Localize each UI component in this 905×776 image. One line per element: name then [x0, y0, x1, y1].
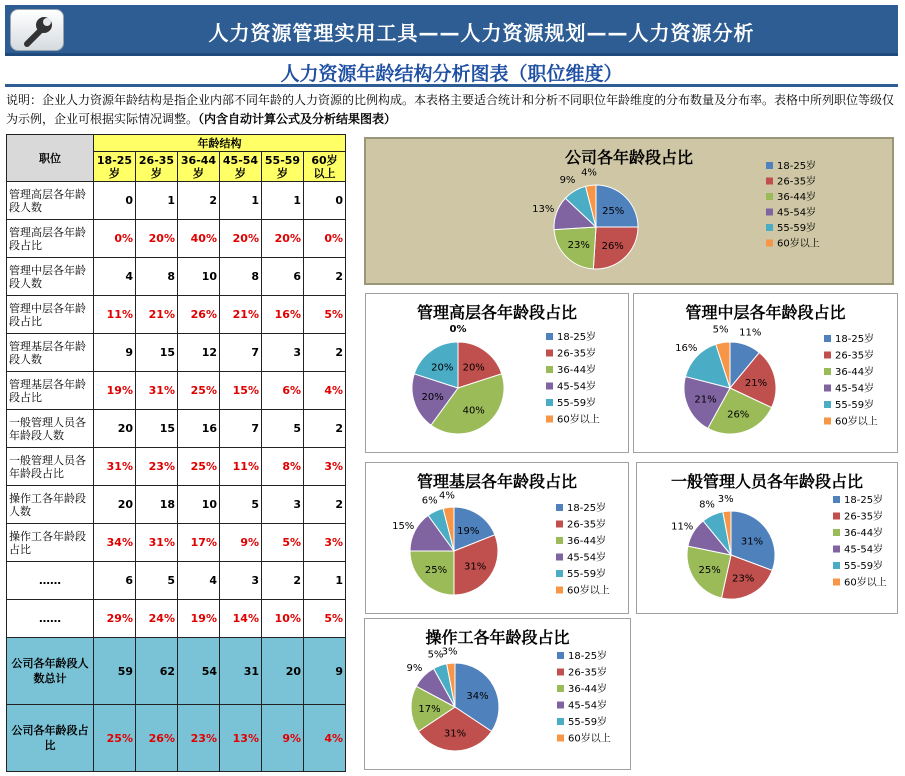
table-cell[interactable]: 31%	[136, 524, 178, 562]
table-cell[interactable]: 0%	[304, 220, 346, 258]
legend-label: 36-44岁	[844, 528, 884, 539]
table-cell[interactable]: 9	[94, 334, 136, 372]
data-label: 0%	[449, 324, 467, 335]
data-label: 25%	[698, 564, 721, 576]
pie-chart-senior	[366, 294, 630, 454]
row-label: 操作工各年龄段占比	[7, 524, 94, 562]
chart-general	[636, 462, 898, 614]
legend-label: 55-59岁	[844, 561, 884, 572]
table-cell[interactable]: 5	[262, 410, 304, 448]
legend-label: 18-25岁	[844, 495, 884, 506]
legend-swatch	[557, 669, 564, 676]
legend-label: 55-59岁	[568, 717, 608, 728]
legend-swatch	[546, 366, 553, 373]
legend-swatch	[824, 385, 831, 392]
legend-label: 26-35岁	[835, 350, 875, 362]
legend-swatch	[766, 209, 773, 216]
legend-label: 45-54岁	[835, 383, 875, 395]
chart-middle	[633, 293, 898, 453]
age-group-header: 年龄结构	[94, 135, 346, 152]
legend-label: 60岁以上	[844, 577, 887, 589]
data-label: 4%	[581, 167, 597, 179]
table-cell[interactable]: 5	[136, 562, 178, 600]
total-cell[interactable]: 23%	[178, 705, 220, 772]
table-cell[interactable]: 19%	[178, 600, 220, 638]
row-label: 管理基层各年龄段人数	[7, 334, 94, 372]
data-label: 23%	[732, 573, 755, 585]
table-cell[interactable]: 40%	[178, 220, 220, 258]
legend-label: 36-44岁	[567, 536, 607, 547]
data-label: 3%	[717, 494, 734, 506]
legend-label: 60岁以上	[835, 416, 878, 428]
total-cell[interactable]: 26%	[136, 705, 178, 772]
row-label: 管理高层各年龄段人数	[7, 182, 94, 220]
data-label: 40%	[462, 405, 485, 417]
data-label: 6%	[421, 495, 438, 507]
row-label: 管理中层各年龄段人数	[7, 258, 94, 296]
pie-chart-middle	[634, 294, 899, 454]
legend-label: 26-35岁	[557, 348, 597, 360]
table-cell[interactable]: 15	[136, 334, 178, 372]
legend-label: 36-44岁	[568, 684, 608, 695]
table-cell[interactable]: 0	[304, 182, 346, 220]
legend-swatch	[824, 352, 831, 359]
legend-swatch	[833, 529, 840, 536]
table-cell[interactable]: 5%	[304, 296, 346, 334]
data-label: 9%	[559, 174, 576, 186]
table-cell[interactable]: 2	[304, 410, 346, 448]
data-label: 31%	[463, 561, 487, 573]
legend-label: 60岁以上	[567, 585, 610, 597]
table-cell[interactable]: 3%	[304, 448, 346, 486]
row-label: 一般管理人员各年龄段占比	[7, 448, 94, 486]
chart-title: 管理基层各年龄段占比	[416, 472, 577, 491]
header-title: 人力资源管理实用工具——人力资源规划——人力资源分析	[208, 21, 755, 45]
legend-swatch	[833, 546, 840, 553]
legend-label: 60岁以上	[568, 733, 611, 745]
table-cell[interactable]: 4%	[304, 372, 346, 410]
data-label: 5%	[712, 324, 729, 336]
table-row	[7, 524, 346, 562]
total-label: 公司各年龄段人数总计	[7, 638, 94, 705]
data-label: 19%	[457, 525, 480, 537]
legend-label: 36-44岁	[835, 367, 875, 378]
column-header: 18-25岁	[94, 152, 136, 182]
data-label: 20%	[431, 362, 454, 374]
table-row	[7, 486, 346, 524]
total-cell[interactable]: 9	[304, 638, 346, 705]
legend-swatch	[546, 399, 553, 406]
table-cell[interactable]: 0%	[94, 220, 136, 258]
description	[6, 91, 899, 133]
data-label: 34%	[466, 690, 489, 702]
pie-chart-worker	[365, 619, 632, 771]
table-row	[7, 258, 346, 296]
legend-swatch	[557, 718, 564, 725]
data-label: 25%	[424, 565, 448, 576]
table-cell[interactable]: 21%	[136, 296, 178, 334]
table-cell[interactable]: 6%	[262, 372, 304, 410]
table-cell[interactable]: 2	[178, 182, 220, 220]
pie-chart-general	[637, 463, 899, 615]
legend-label: 26-35岁	[568, 667, 608, 679]
table-cell[interactable]: 2	[304, 334, 346, 372]
legend-swatch	[824, 368, 831, 375]
chart-title: 公司各年龄段占比	[564, 148, 693, 167]
table-cell[interactable]: 15%	[220, 372, 262, 410]
table-cell[interactable]: 3	[262, 486, 304, 524]
table-cell[interactable]: 20%	[136, 220, 178, 258]
legend-label: 26-35岁	[567, 519, 607, 531]
page-header	[5, 5, 898, 56]
data-label: 13%	[532, 204, 555, 215]
legend-swatch	[556, 521, 563, 528]
table-cell[interactable]: 10	[178, 258, 220, 296]
table-cell[interactable]: 1	[136, 182, 178, 220]
table-cell[interactable]: 20	[94, 486, 136, 524]
table-cell[interactable]: 34%	[94, 524, 136, 562]
legend-label: 18-25岁	[835, 334, 875, 345]
table-cell[interactable]: 9%	[220, 524, 262, 562]
legend-label: 18-25岁	[568, 651, 608, 662]
legend-label: 18-25岁	[567, 503, 607, 514]
data-label: 8%	[699, 499, 715, 511]
table-cell[interactable]: 6	[94, 562, 136, 600]
legend-swatch	[556, 554, 563, 561]
chart-basic	[365, 462, 629, 614]
data-label: 15%	[392, 521, 415, 533]
data-label: 16%	[675, 342, 698, 354]
table-cell[interactable]: 1	[304, 562, 346, 600]
table-row	[7, 600, 346, 638]
chart-worker	[364, 618, 631, 770]
legend-swatch	[546, 416, 553, 423]
legend-label: 60岁以上	[557, 414, 600, 426]
table-cell[interactable]: 4	[94, 258, 136, 296]
data-label: 31%	[443, 728, 467, 740]
legend-label: 55-59岁	[557, 398, 597, 409]
legend-swatch	[557, 735, 564, 742]
legend-swatch	[766, 178, 773, 185]
row-label: 操作工各年龄段人数	[7, 486, 94, 524]
total-row	[7, 638, 346, 705]
legend-label: 55-59岁	[835, 400, 875, 411]
table-row	[7, 562, 346, 600]
table-cell[interactable]: 31%	[94, 448, 136, 486]
data-label: 20%	[462, 362, 485, 374]
table-cell[interactable]: 14%	[220, 600, 262, 638]
table-cell[interactable]: 26%	[178, 296, 220, 334]
legend-swatch	[556, 587, 563, 594]
table-cell[interactable]: 29%	[94, 600, 136, 638]
wrench-icon[interactable]	[10, 9, 64, 51]
data-label: 9%	[406, 663, 423, 674]
table-cell[interactable]: 7	[220, 410, 262, 448]
legend-label: 36-44岁	[777, 192, 817, 203]
total-cell[interactable]: 59	[94, 638, 136, 705]
table-cell[interactable]: 0	[94, 182, 136, 220]
table-cell[interactable]: 3%	[304, 524, 346, 562]
table-cell[interactable]: 15	[136, 410, 178, 448]
table-cell[interactable]: 2	[262, 562, 304, 600]
legend-swatch	[546, 350, 553, 357]
table-cell[interactable]: 24%	[136, 600, 178, 638]
data-label: 26%	[727, 409, 750, 421]
table-cell[interactable]: 10	[178, 486, 220, 524]
data-label: 4%	[438, 490, 455, 502]
legend-label: 45-54岁	[844, 544, 884, 556]
column-header: 60岁以上	[304, 152, 346, 182]
table-cell[interactable]: 16%	[262, 296, 304, 334]
chart-company	[364, 137, 894, 285]
table-cell[interactable]: 4	[178, 562, 220, 600]
total-cell[interactable]: 9%	[262, 705, 304, 772]
legend-label: 45-54岁	[557, 381, 597, 393]
legend-swatch	[556, 570, 563, 577]
legend-swatch	[546, 383, 553, 390]
table-cell[interactable]: 5%	[304, 600, 346, 638]
data-label: 5%	[427, 649, 444, 661]
chart-senior	[365, 293, 629, 453]
table-cell[interactable]: 20%	[262, 220, 304, 258]
column-header: 26-35岁	[136, 152, 178, 182]
table-cell[interactable]: 2	[304, 258, 346, 296]
legend-label: 55-59岁	[777, 223, 817, 234]
data-label: 21%	[744, 378, 768, 390]
table-row	[7, 296, 346, 334]
legend-swatch	[766, 193, 773, 200]
data-label: 26%	[601, 240, 624, 252]
table-cell[interactable]: 31%	[136, 372, 178, 410]
table-row	[7, 334, 346, 372]
legend-swatch	[556, 504, 563, 511]
row-label: ……	[7, 600, 94, 638]
legend-swatch	[833, 496, 840, 503]
table-cell[interactable]: 12	[178, 334, 220, 372]
column-header: 55-59岁	[262, 152, 304, 182]
legend-swatch	[824, 418, 831, 425]
data-label: 25%	[602, 205, 625, 217]
table-cell[interactable]: 5%	[262, 524, 304, 562]
table-cell[interactable]: 8	[136, 258, 178, 296]
total-cell[interactable]: 4%	[304, 705, 346, 772]
table-cell[interactable]: 11%	[94, 296, 136, 334]
position-header: 职位	[7, 135, 94, 182]
legend-swatch	[833, 513, 840, 520]
total-cell[interactable]: 54	[178, 638, 220, 705]
row-label: ……	[7, 562, 94, 600]
row-label: 管理中层各年龄段占比	[7, 296, 94, 334]
legend-label: 45-54岁	[568, 700, 608, 712]
legend-label: 60岁以上	[777, 238, 820, 250]
table-cell[interactable]: 17%	[178, 524, 220, 562]
legend-swatch	[766, 224, 773, 231]
column-header: 45-54岁	[220, 152, 262, 182]
total-cell[interactable]: 31	[220, 638, 262, 705]
column-header: 36-44岁	[178, 152, 220, 182]
legend-swatch	[824, 335, 831, 342]
pie-chart-company	[366, 139, 896, 287]
legend-swatch	[556, 537, 563, 544]
total-cell[interactable]: 13%	[220, 705, 262, 772]
legend-label: 45-54岁	[777, 207, 817, 219]
data-label: 31%	[740, 536, 764, 548]
total-cell[interactable]: 62	[136, 638, 178, 705]
data-label: 11%	[739, 327, 762, 339]
legend-swatch	[824, 401, 831, 408]
legend-swatch	[833, 562, 840, 569]
table-cell[interactable]: 11%	[220, 448, 262, 486]
table-cell[interactable]: 18	[136, 486, 178, 524]
table-cell[interactable]: 23%	[136, 448, 178, 486]
data-label: 21%	[694, 394, 717, 406]
table-cell[interactable]: 8%	[262, 448, 304, 486]
table-cell[interactable]: 20	[94, 410, 136, 448]
total-row	[7, 705, 346, 772]
chart-title: 操作工各年龄段占比	[425, 628, 570, 647]
legend-label: 55-59岁	[567, 569, 607, 580]
legend-label: 45-54岁	[567, 552, 607, 564]
table-row	[7, 372, 346, 410]
legend-label: 26-35岁	[844, 511, 884, 523]
total-cell[interactable]: 25%	[94, 705, 136, 772]
row-label: 管理基层各年龄段占比	[7, 372, 94, 410]
table-header-row	[7, 135, 346, 152]
table-cell[interactable]: 10%	[262, 600, 304, 638]
page-subtitle: 人力资源年龄结构分析图表（职位维度）	[5, 59, 898, 87]
legend-swatch	[766, 240, 773, 247]
data-label: 20%	[421, 392, 444, 404]
table-cell[interactable]: 25%	[178, 372, 220, 410]
row-label: 一般管理人员各年龄段人数	[7, 410, 94, 448]
legend-label: 18-25岁	[777, 161, 817, 172]
legend-swatch	[557, 652, 564, 659]
table-row	[7, 410, 346, 448]
table-cell[interactable]: 1	[220, 182, 262, 220]
table-cell[interactable]: 1	[262, 182, 304, 220]
table-cell[interactable]: 21%	[220, 296, 262, 334]
legend-label: 26-35岁	[777, 176, 817, 188]
legend-swatch	[546, 333, 553, 340]
table-cell[interactable]: 3	[262, 334, 304, 372]
legend-swatch	[833, 579, 840, 586]
table-cell[interactable]: 3	[220, 562, 262, 600]
data-label: 11%	[671, 521, 694, 533]
total-cell[interactable]: 20	[262, 638, 304, 705]
table-cell[interactable]: 2	[304, 486, 346, 524]
legend-label: 36-44岁	[557, 365, 597, 376]
data-label: 17%	[418, 704, 441, 716]
table-row	[7, 220, 346, 258]
legend-swatch	[766, 162, 773, 169]
chart-title: 管理高层各年龄段占比	[416, 303, 577, 322]
table-cell[interactable]: 6	[262, 258, 304, 296]
total-label: 公司各年龄段占比	[7, 705, 94, 772]
description-bold: （内含自动计算公式及分析结果图表）	[198, 112, 397, 126]
table-cell[interactable]: 5	[220, 486, 262, 524]
table-cell[interactable]: 20%	[220, 220, 262, 258]
table-cell[interactable]: 19%	[94, 372, 136, 410]
pie-chart-basic	[366, 463, 630, 615]
description-text: 说明：企业人力资源年龄结构是指企业内部不同年龄的人力资源的比例构成。本表格主要适合统计和分析不同职位年龄维度的分布数量及分布率。表格中所列职位等级仅为示例，企业可根据实际情况调整。	[6, 93, 895, 126]
data-label: 3%	[441, 646, 458, 658]
legend-swatch	[557, 702, 564, 709]
chart-title: 管理中层各年龄段占比	[685, 303, 846, 322]
age-structure-table	[6, 134, 346, 772]
legend-label: 18-25岁	[557, 332, 597, 343]
table-row	[7, 448, 346, 486]
legend-swatch	[557, 685, 564, 692]
table-cell[interactable]: 25%	[178, 448, 220, 486]
row-label: 管理高层各年龄段占比	[7, 220, 94, 258]
table-cell[interactable]: 8	[220, 258, 262, 296]
chart-title: 一般管理人员各年龄段占比	[670, 472, 863, 491]
table-cell[interactable]: 7	[220, 334, 262, 372]
table-cell[interactable]: 16	[178, 410, 220, 448]
data-label: 23%	[567, 240, 590, 252]
table-row	[7, 182, 346, 220]
